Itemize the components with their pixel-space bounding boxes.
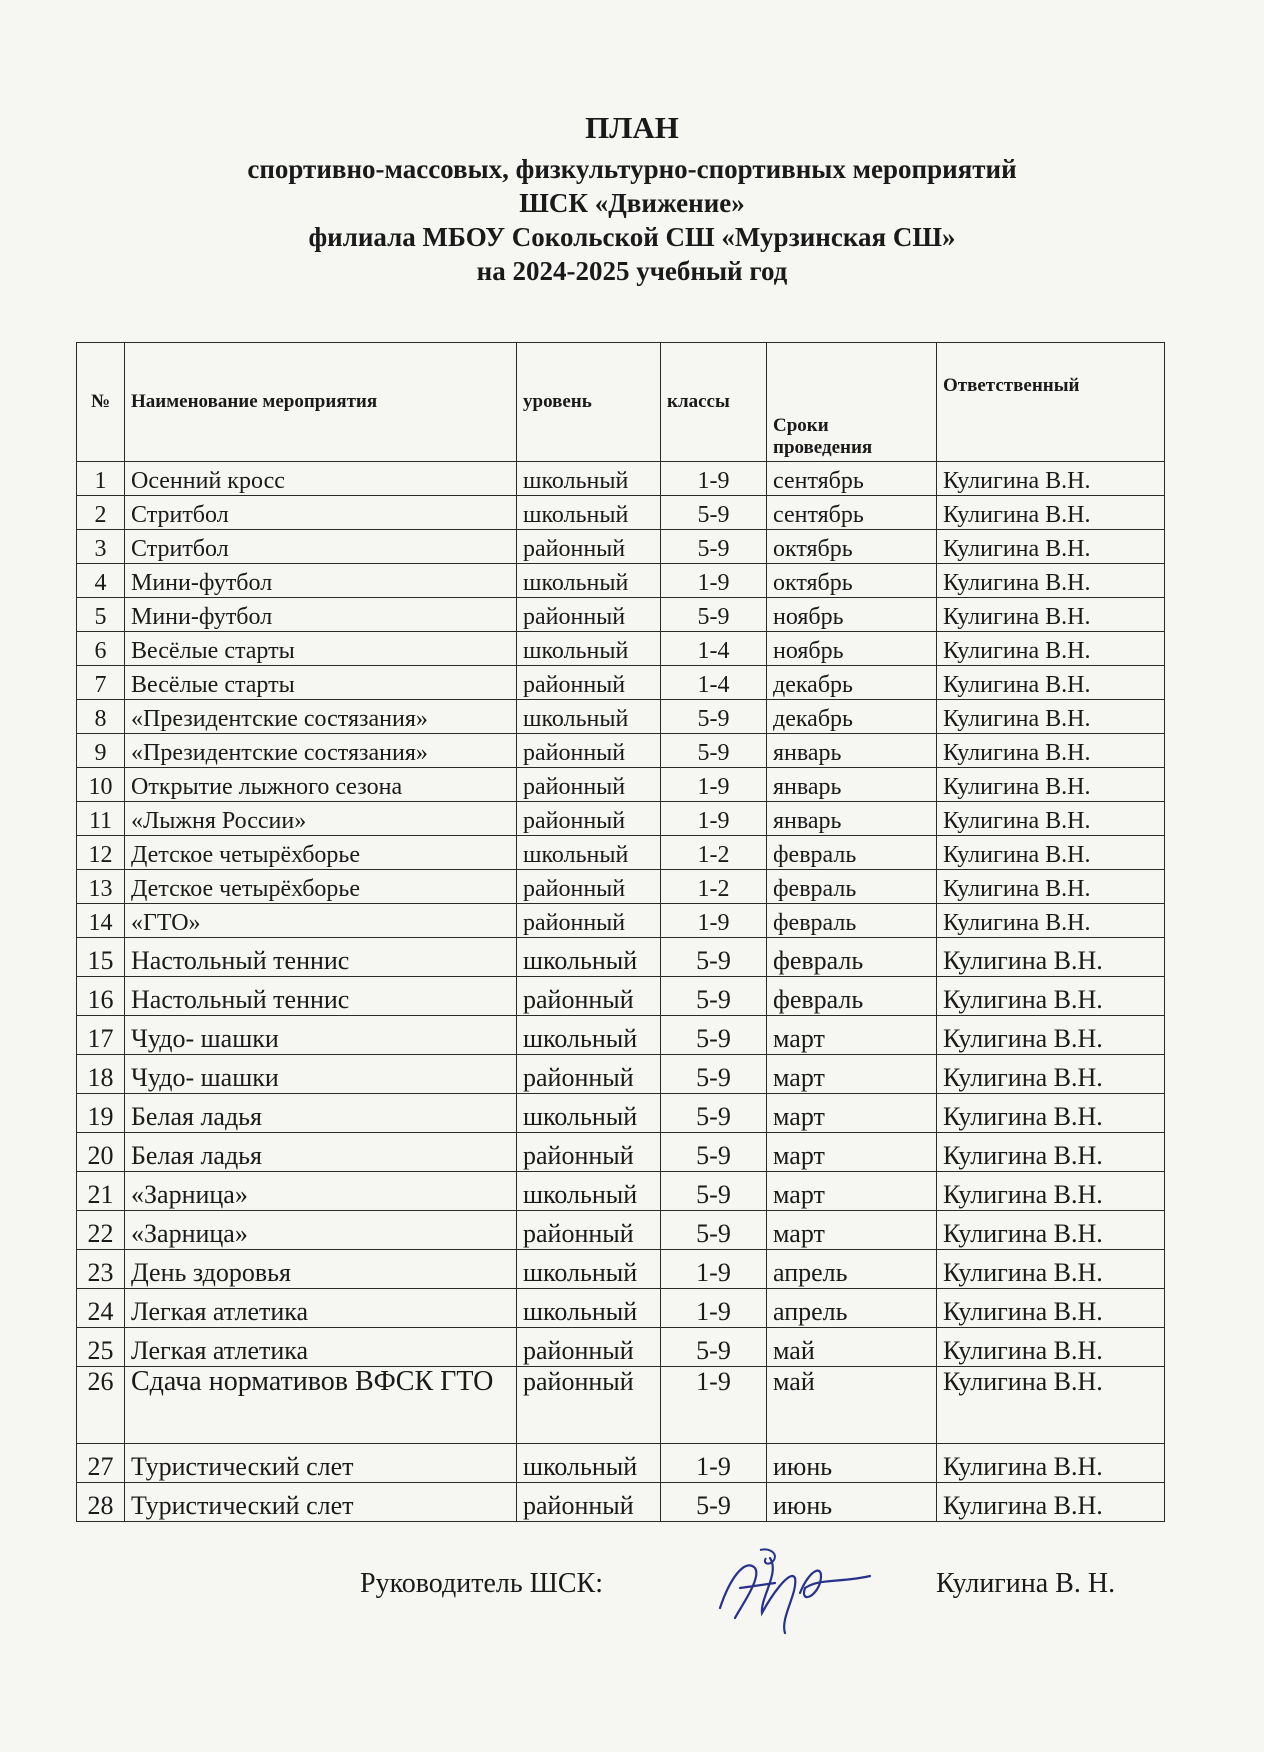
cell-grades: 1-4 [661,666,767,700]
cell-dates: февраль [767,977,937,1016]
cell-event-name: Настольный теннис [125,977,517,1016]
cell-grades: 1-9 [661,1250,767,1289]
cell-responsible: Кулигина В.Н. [937,632,1165,666]
cell-number: 19 [77,1094,125,1133]
cell-number: 13 [77,870,125,904]
table-row [77,666,1165,700]
table-header-row [77,343,1165,462]
cell-dates: сентябрь [767,496,937,530]
cell-level: районный [517,1367,661,1444]
cell-grades: 5-9 [661,1483,767,1522]
table-row [77,1289,1165,1328]
handwritten-signature-icon [700,1538,880,1648]
cell-event-name: Настольный теннис [125,938,517,977]
cell-event-name: Детское четырёхборье [125,870,517,904]
cell-responsible: Кулигина В.Н. [937,462,1165,496]
cell-event-name: «Лыжня России» [125,802,517,836]
table-row [77,1172,1165,1211]
cell-number: 4 [77,564,125,598]
table-row [77,1367,1165,1444]
cell-event-name: Белая ладья [125,1094,517,1133]
cell-grades: 5-9 [661,1211,767,1250]
table-row [77,1055,1165,1094]
cell-responsible: Кулигина В.Н. [937,1055,1165,1094]
cell-number: 9 [77,734,125,768]
cell-event-name: Стритбол [125,496,517,530]
cell-grades: 1-9 [661,462,767,496]
cell-level: школьный [517,1016,661,1055]
cell-number: 5 [77,598,125,632]
cell-responsible: Кулигина В.Н. [937,598,1165,632]
cell-level: районный [517,1483,661,1522]
cell-dates: октябрь [767,530,937,564]
cell-event-name: «Зарница» [125,1172,517,1211]
cell-dates: сентябрь [767,462,937,496]
table-row [77,938,1165,977]
cell-dates: март [767,1055,937,1094]
table-row [77,1211,1165,1250]
cell-level: районный [517,530,661,564]
cell-dates: декабрь [767,700,937,734]
cell-number: 20 [77,1133,125,1172]
title-line-2: ШСК «Движение» [519,188,745,218]
cell-event-name: «ГТО» [125,904,517,938]
cell-grades: 5-9 [661,598,767,632]
cell-dates: февраль [767,938,937,977]
table-row [77,632,1165,666]
cell-grades: 5-9 [661,938,767,977]
table-row [77,870,1165,904]
cell-number: 8 [77,700,125,734]
cell-responsible: Кулигина В.Н. [937,938,1165,977]
cell-number: 15 [77,938,125,977]
cell-grades: 1-4 [661,632,767,666]
table-row [77,904,1165,938]
cell-event-name: Мини-футбол [125,598,517,632]
cell-event-name: Сдача нормативов ВФСК ГТО [125,1367,517,1444]
cell-number: 23 [77,1250,125,1289]
signature-label: Руководитель ШСК: [360,1568,603,1599]
events-table [76,342,1165,1522]
cell-dates: ноябрь [767,598,937,632]
cell-number: 25 [77,1328,125,1367]
cell-dates: июнь [767,1483,937,1522]
cell-dates: январь [767,802,937,836]
cell-event-name: Детское четырёхборье [125,836,517,870]
table-body [77,462,1165,1522]
cell-dates: апрель [767,1250,937,1289]
cell-responsible: Кулигина В.Н. [937,1172,1165,1211]
title-line-3: филиала МБОУ Сокольской СШ «Мурзинская СШ» [308,222,956,252]
cell-number: 2 [77,496,125,530]
cell-dates: июнь [767,1444,937,1483]
signatory-name: Кулигина В. Н. [936,1568,1116,1599]
table-row [77,1016,1165,1055]
header-grades: классы [661,343,767,462]
cell-grades: 5-9 [661,1094,767,1133]
cell-level: школьный [517,938,661,977]
cell-level: районный [517,1211,661,1250]
cell-dates: март [767,1094,937,1133]
cell-level: районный [517,1133,661,1172]
cell-level: школьный [517,700,661,734]
cell-level: районный [517,598,661,632]
cell-number: 24 [77,1289,125,1328]
table-row [77,1094,1165,1133]
cell-dates: февраль [767,836,937,870]
table-row [77,1133,1165,1172]
title-line-4: на 2024-2025 учебный год [476,256,788,286]
cell-number: 12 [77,836,125,870]
cell-number: 17 [77,1016,125,1055]
cell-responsible: Кулигина В.Н. [937,1367,1165,1444]
table-row [77,462,1165,496]
cell-level: районный [517,1328,661,1367]
cell-event-name: Туристический слет [125,1444,517,1483]
cell-grades: 5-9 [661,496,767,530]
cell-number: 6 [77,632,125,666]
table-row [77,768,1165,802]
cell-responsible: Кулигина В.Н. [937,1094,1165,1133]
cell-dates: январь [767,734,937,768]
cell-event-name: Легкая атлетика [125,1289,517,1328]
cell-event-name: День здоровья [125,1250,517,1289]
table-row [77,734,1165,768]
cell-responsible: Кулигина В.Н. [937,1444,1165,1483]
cell-dates: октябрь [767,564,937,598]
cell-level: школьный [517,632,661,666]
cell-level: школьный [517,1172,661,1211]
cell-grades: 1-9 [661,802,767,836]
cell-event-name: Мини-футбол [125,564,517,598]
cell-grades: 1-9 [661,904,767,938]
table-row [77,598,1165,632]
cell-event-name: Стритбол [125,530,517,564]
cell-grades: 1-9 [661,1367,767,1444]
table-row [77,700,1165,734]
cell-event-name: Туристический слет [125,1483,517,1522]
cell-responsible: Кулигина В.Н. [937,666,1165,700]
table-row [77,1444,1165,1483]
cell-event-name: Весёлые старты [125,632,517,666]
cell-level: школьный [517,564,661,598]
cell-dates: март [767,1133,937,1172]
cell-level: районный [517,734,661,768]
cell-event-name: Открытие лыжного сезона [125,768,517,802]
header-number: № [77,343,125,462]
cell-level: школьный [517,1289,661,1328]
cell-responsible: Кулигина В.Н. [937,836,1165,870]
header-level: уровень [517,343,661,462]
cell-grades: 1-9 [661,768,767,802]
cell-level: школьный [517,1094,661,1133]
cell-grades: 1-2 [661,870,767,904]
cell-dates: ноябрь [767,632,937,666]
table-row [77,1250,1165,1289]
cell-grades: 5-9 [661,734,767,768]
cell-level: районный [517,768,661,802]
table-row [77,1483,1165,1522]
cell-responsible: Кулигина В.Н. [937,496,1165,530]
cell-level: школьный [517,1444,661,1483]
cell-event-name: Весёлые старты [125,666,517,700]
cell-grades: 1-2 [661,836,767,870]
cell-number: 10 [77,768,125,802]
cell-dates: май [767,1367,937,1444]
header-dates: Сроки проведения [767,343,937,462]
cell-dates: март [767,1211,937,1250]
cell-grades: 1-9 [661,1289,767,1328]
cell-number: 3 [77,530,125,564]
cell-dates: май [767,1328,937,1367]
cell-number: 26 [77,1367,125,1444]
cell-responsible: Кулигина В.Н. [937,1211,1165,1250]
cell-responsible: Кулигина В.Н. [937,904,1165,938]
footer [0,1560,1264,1630]
cell-responsible: Кулигина В.Н. [937,1133,1165,1172]
cell-number: 21 [77,1172,125,1211]
cell-number: 14 [77,904,125,938]
cell-grades: 5-9 [661,1172,767,1211]
cell-level: районный [517,870,661,904]
cell-level: районный [517,802,661,836]
cell-number: 11 [77,802,125,836]
cell-number: 28 [77,1483,125,1522]
cell-dates: декабрь [767,666,937,700]
cell-event-name: «Президентские состязания» [125,700,517,734]
cell-grades: 5-9 [661,1055,767,1094]
cell-event-name: Чудо- шашки [125,1055,517,1094]
cell-responsible: Кулигина В.Н. [937,700,1165,734]
cell-number: 7 [77,666,125,700]
cell-grades: 5-9 [661,1133,767,1172]
cell-number: 1 [77,462,125,496]
header-responsible: Ответственный [937,343,1165,462]
cell-responsible: Кулигина В.Н. [937,802,1165,836]
table-row [77,530,1165,564]
cell-number: 22 [77,1211,125,1250]
cell-responsible: Кулигина В.Н. [937,734,1165,768]
cell-event-name: «Зарница» [125,1211,517,1250]
cell-dates: февраль [767,904,937,938]
cell-grades: 1-9 [661,1444,767,1483]
cell-dates: апрель [767,1289,937,1328]
cell-responsible: Кулигина В.Н. [937,768,1165,802]
cell-event-name: Чудо- шашки [125,1016,517,1055]
cell-level: районный [517,904,661,938]
cell-number: 18 [77,1055,125,1094]
cell-level: школьный [517,1250,661,1289]
cell-event-name: «Президентские состязания» [125,734,517,768]
cell-event-name: Белая ладья [125,1133,517,1172]
cell-grades: 5-9 [661,1328,767,1367]
cell-responsible: Кулигина В.Н. [937,977,1165,1016]
cell-level: школьный [517,462,661,496]
cell-grades: 5-9 [661,1016,767,1055]
cell-responsible: Кулигина В.Н. [937,530,1165,564]
cell-dates: март [767,1172,937,1211]
cell-level: районный [517,977,661,1016]
cell-responsible: Кулигина В.Н. [937,1328,1165,1367]
cell-responsible: Кулигина В.Н. [937,1016,1165,1055]
table-row [77,977,1165,1016]
cell-responsible: Кулигина В.Н. [937,564,1165,598]
cell-dates: март [767,1016,937,1055]
title-block [0,110,1264,288]
cell-level: школьный [517,496,661,530]
table-row [77,802,1165,836]
cell-level: школьный [517,836,661,870]
table-row [77,836,1165,870]
cell-responsible: Кулигина В.Н. [937,1250,1165,1289]
cell-number: 16 [77,977,125,1016]
cell-level: районный [517,1055,661,1094]
cell-number: 27 [77,1444,125,1483]
table-row [77,1328,1165,1367]
page-title: ПЛАН [585,110,679,145]
title-line-1: спортивно-массовых, физкультурно-спортивных мероприятий [247,154,1017,184]
cell-grades: 1-9 [661,564,767,598]
table-row [77,496,1165,530]
cell-dates: февраль [767,870,937,904]
cell-grades: 5-9 [661,530,767,564]
cell-responsible: Кулигина В.Н. [937,1289,1165,1328]
header-event-name: Наименование мероприятия [125,343,517,462]
cell-event-name: Осенний кросс [125,462,517,496]
cell-grades: 5-9 [661,977,767,1016]
cell-responsible: Кулигина В.Н. [937,1483,1165,1522]
cell-grades: 5-9 [661,700,767,734]
cell-dates: январь [767,768,937,802]
table-row [77,564,1165,598]
cell-event-name: Легкая атлетика [125,1328,517,1367]
cell-level: районный [517,666,661,700]
cell-responsible: Кулигина В.Н. [937,870,1165,904]
